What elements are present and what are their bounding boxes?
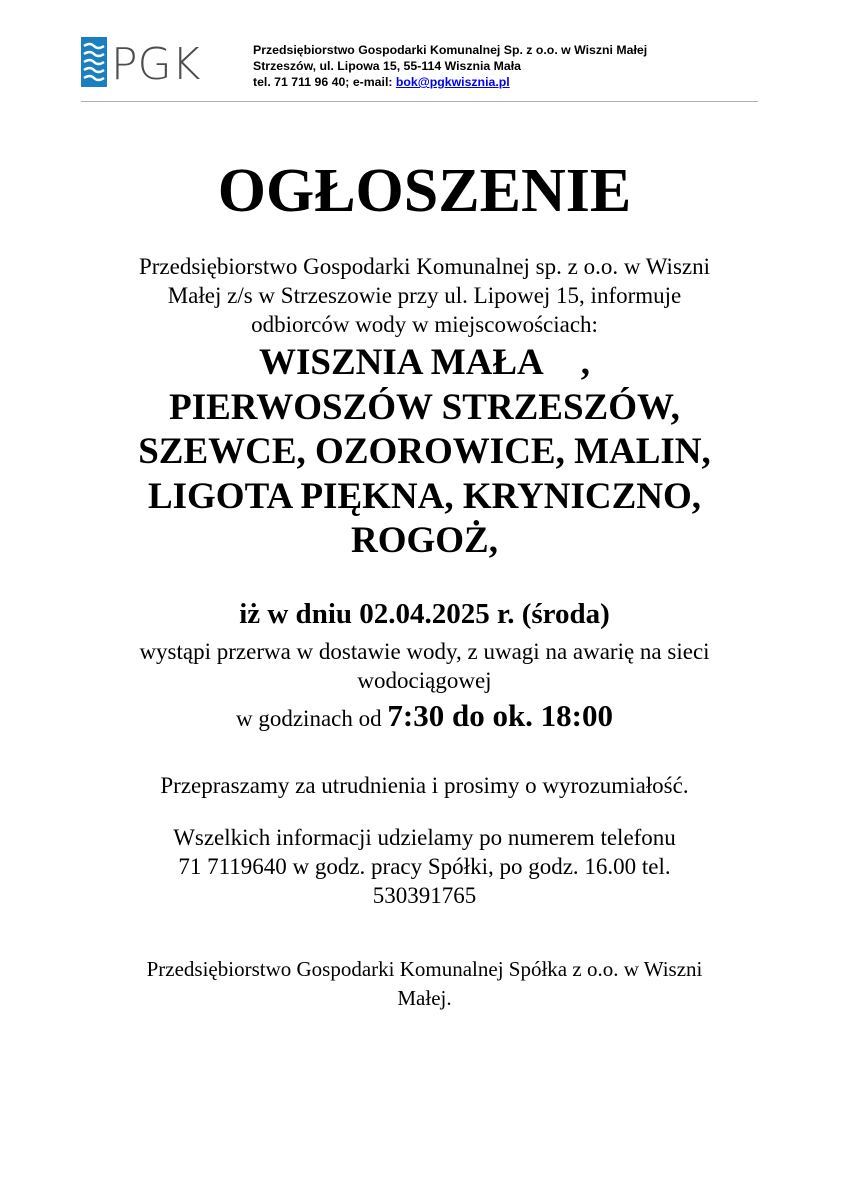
company-contact <box>253 74 647 90</box>
locality-line: WISZNIA MAŁA , <box>259 342 590 383</box>
contact-line: 71 7119640 w godz. pracy Spółki, po godz. 16.00 tel. <box>178 854 671 879</box>
intro-paragraph <box>60 252 789 339</box>
logo-text: PGK <box>111 39 201 87</box>
localities-list <box>60 341 789 564</box>
signature-line: Przedsiębiorstwo Gospodarki Komunalnej Spółka z o.o. w Wiszni <box>146 957 703 981</box>
intro-line: Przedsiębiorstwo Gospodarki Komunalnej sp. z o.o. w Wiszni <box>138 254 710 279</box>
locality-line: ROGOŻ, <box>351 520 498 561</box>
locality-line: PIERWOSZÓW STRZESZÓW, <box>169 386 680 428</box>
apology-text: Przepraszamy za utrudnienia i prosimy o wyrozumiałość. <box>160 773 689 798</box>
intro-line: odbiorców wody w miejscowościach: <box>251 312 598 337</box>
outage-reason <box>60 637 789 695</box>
company-header <box>253 42 647 90</box>
locality-line: SZEWCE, OZOROWICE, MALIN, <box>138 431 711 472</box>
header-divider <box>81 101 758 102</box>
outage-date: iż w dniu 02.04.2025 r. (środa) <box>239 598 610 630</box>
contact-line: Wszelkich informacji udzielamy po numerem telefonu <box>173 825 676 850</box>
pgk-logo-graphic <box>81 37 201 87</box>
contact-line: 530391765 <box>372 883 477 908</box>
company-name: Przedsiębiorstwo Gospodarki Komunalnej Sp. z o.o. w Wiszni Małej <box>253 43 648 57</box>
outage-hours <box>60 699 789 736</box>
reason-line: wystąpi przerwa w dostawie wody, z uwagi na awarię na sieci <box>139 639 710 664</box>
company-address: Strzeszów, ul. Lipowa 15, 55-114 Wisznia Mała <box>253 59 522 73</box>
hours-value: 7:30 do ok. 18:00 <box>387 698 614 733</box>
signature <box>60 955 789 1013</box>
reason-line: wodociągowej <box>357 668 492 693</box>
signature-line: Małej. <box>397 986 452 1010</box>
contact-info <box>60 823 789 910</box>
hours-prefix: w godzinach od <box>235 706 388 731</box>
intro-line: Małej z/s w Strzeszowie przy ul. Lipowej 15, informuje <box>167 283 682 308</box>
locality-line: LIGOTA PIĘKNA, KRYNICZNO, <box>147 475 702 517</box>
phone-label: tel. 71 711 96 40; e-mail: <box>253 75 396 89</box>
pgk-logo <box>81 37 201 87</box>
email-link[interactable]: bok@pgkwisznia.pl <box>395 75 510 89</box>
announcement-title: OGŁOSZENIE <box>217 157 632 225</box>
